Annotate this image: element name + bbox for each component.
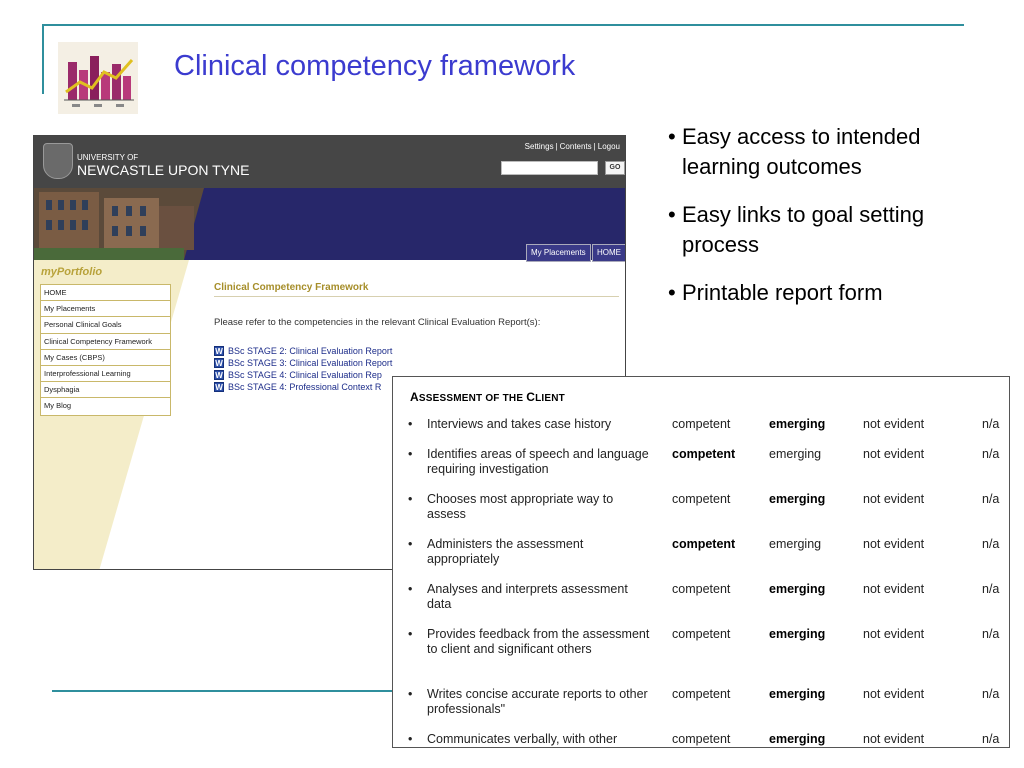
rating-not-evident[interactable]: not evident [863, 417, 925, 431]
sidebar-item-dysphagia[interactable]: Dysphagia [41, 382, 170, 398]
bullet-item [668, 200, 998, 260]
rating-competent[interactable]: competent [672, 732, 731, 746]
portal-header [34, 136, 625, 188]
competency-description: Interviews and takes case history [427, 417, 612, 431]
row-bullet: • [408, 492, 413, 506]
rating-competent[interactable]: competent [672, 492, 731, 506]
form-title-part: SSESSMENT OF THE [418, 393, 527, 404]
left-rule [42, 24, 44, 94]
university-label: UNIVERSITY OF [77, 153, 139, 162]
slide-title: Clinical competency framework [174, 50, 576, 82]
campus-banner [34, 188, 625, 260]
bar-chart-logo-icon [58, 42, 138, 114]
sidebar-item-home[interactable]: HOME [41, 285, 170, 301]
doc-link-label[interactable]: BSc STAGE 2: Clinical Evaluation Report [228, 346, 393, 356]
word-doc-icon: W [215, 359, 223, 368]
competency-description: Writes concise accurate reports to other professionals" [427, 687, 648, 716]
assessment-form [392, 376, 1010, 748]
search-input[interactable] [501, 161, 598, 175]
row-bullet: • [408, 537, 413, 551]
rating-competent[interactable]: competent [672, 687, 731, 701]
rating-na[interactable]: n/a [982, 417, 1000, 431]
word-doc-icon: W [215, 371, 223, 380]
bullet-text: Printable report form [682, 280, 883, 305]
rating-na[interactable]: n/a [982, 627, 1000, 641]
row-bullet: • [408, 687, 413, 701]
logout-link[interactable]: Logou [597, 142, 620, 151]
contents-link[interactable]: Contents [559, 142, 592, 151]
university-crest-icon [43, 143, 73, 179]
rating-na[interactable]: n/a [982, 537, 1000, 551]
go-button[interactable]: GO [605, 161, 625, 175]
doc-link[interactable] [214, 357, 392, 369]
form-title-initial: A [410, 390, 419, 404]
word-doc-icon: W [215, 383, 223, 392]
tab-my-placements[interactable]: My Placements [526, 244, 591, 262]
competency-description: Chooses most appropriate way to assess [427, 492, 614, 521]
doc-link[interactable] [214, 345, 392, 357]
content-intro: Please refer to the competencies in the relevant Clinical Evaluation Report(s): [214, 317, 541, 328]
bullet-item [668, 278, 998, 308]
rating-competent[interactable]: competent [672, 447, 736, 461]
rating-not-evident[interactable]: not evident [863, 732, 925, 746]
form-title-part: LIENT [535, 393, 565, 404]
rating-not-evident[interactable]: not evident [863, 492, 925, 506]
doc-link[interactable] [214, 381, 392, 393]
row-bullet: • [408, 447, 413, 461]
rating-emerging[interactable]: emerging [769, 417, 826, 431]
bullet-mark: • [668, 280, 676, 305]
portfolio-sidebar [40, 284, 171, 416]
link-separator: | [593, 142, 596, 151]
document-links [214, 345, 392, 393]
sidebar-item-clinical-competency-framework[interactable]: Clinical Competency Framework [41, 334, 170, 350]
rating-competent[interactable]: competent [672, 627, 731, 641]
bullet-mark: • [668, 124, 676, 149]
tab-home[interactable]: HOME [592, 244, 626, 262]
row-bullet: • [408, 582, 413, 596]
row-bullet: • [408, 627, 413, 641]
row-bullet: • [408, 417, 413, 431]
rating-na[interactable]: n/a [982, 582, 1000, 596]
content-heading: Clinical Competency Framework [214, 282, 369, 293]
bullet-text: Easy access to intended learning outcomes [682, 124, 921, 179]
doc-link-label[interactable]: BSc STAGE 4: Clinical Evaluation Rep [228, 370, 382, 380]
rating-na[interactable]: n/a [982, 447, 1000, 461]
bottom-rule [52, 690, 392, 692]
rating-not-evident[interactable]: not evident [863, 447, 925, 461]
bullet-text: Easy links to goal setting process [682, 202, 925, 257]
rating-emerging[interactable]: emerging [769, 447, 822, 461]
settings-link[interactable]: Settings [524, 142, 554, 151]
sidebar-item-my-blog[interactable]: My Blog [44, 401, 72, 411]
competency-description: Communicates verbally, with other [427, 732, 618, 746]
bullet-mark: • [668, 202, 676, 227]
top-rule [42, 24, 964, 26]
university-name: NEWCASTLE UPON TYNE [77, 162, 250, 178]
link-separator: | [555, 142, 558, 151]
content-divider [214, 296, 619, 297]
rating-emerging[interactable]: emerging [769, 687, 826, 701]
competency-description: Provides feedback from the assessment to client and significant others [427, 627, 650, 656]
form-title [410, 390, 565, 404]
competency-description: Analyses and interprets assessment data [427, 582, 628, 611]
rating-not-evident[interactable]: not evident [863, 537, 925, 551]
rating-emerging[interactable]: emerging [769, 537, 822, 551]
rating-emerging[interactable]: emerging [769, 627, 826, 641]
rating-emerging[interactable]: emerging [769, 492, 826, 506]
rating-competent[interactable]: competent [672, 537, 736, 551]
rating-emerging[interactable]: emerging [769, 732, 826, 746]
sidebar-item-my-cases[interactable]: My Cases (CBPS) [41, 350, 170, 366]
rating-na[interactable]: n/a [982, 732, 1000, 746]
rating-emerging[interactable]: emerging [769, 582, 826, 596]
competency-description: Administers the assessment appropriately [427, 537, 584, 566]
top-links [524, 142, 621, 151]
word-doc-icon: W [215, 347, 223, 356]
myportfolio-title: myPortfolio [41, 266, 103, 278]
bullet-item [668, 122, 998, 182]
form-title-initial: C [526, 390, 536, 404]
bullet-list [668, 122, 998, 326]
sidebar-item-personal-clinical-goals[interactable]: Personal Clinical Goals [41, 317, 170, 333]
rating-not-evident[interactable]: not evident [863, 687, 925, 701]
competency-description: Identifies areas of speech and language requiring investigation [427, 447, 649, 476]
rating-competent[interactable]: competent [672, 417, 731, 431]
sidebar-item-my-placements[interactable]: My Placements [41, 301, 170, 317]
rating-not-evident[interactable]: not evident [863, 582, 925, 596]
doc-link-label[interactable]: BSc STAGE 3: Clinical Evaluation Report [228, 358, 393, 368]
sidebar-item-interprofessional-learning[interactable]: Interprofessional Learning [41, 366, 170, 382]
row-bullet: • [408, 732, 413, 746]
rating-na[interactable]: n/a [982, 492, 1000, 506]
rating-not-evident[interactable]: not evident [863, 627, 925, 641]
rating-na[interactable]: n/a [982, 687, 1000, 701]
rating-competent[interactable]: competent [672, 582, 731, 596]
doc-link-label[interactable]: BSc STAGE 4: Professional Context R [228, 382, 382, 392]
doc-link[interactable] [214, 369, 392, 381]
